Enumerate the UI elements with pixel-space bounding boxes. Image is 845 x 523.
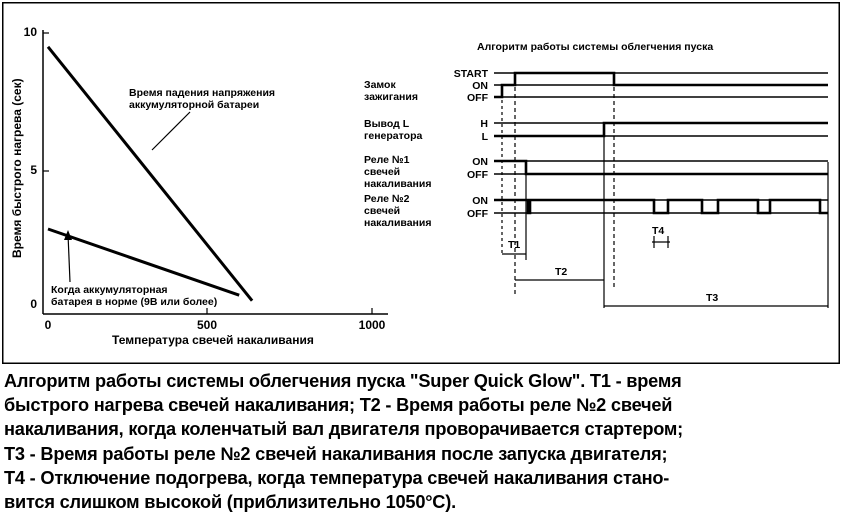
caption-line: T4 - Отключение подогрева, когда температура свечей накаливания стано- [4,467,670,488]
voltage-drop-pointer [152,112,190,150]
row-label: Реле №2 [364,193,410,205]
alternator-l-signal [494,123,828,136]
level-label: OFF [467,169,488,181]
x-axis-label: Температура свечей накаливания [112,333,314,347]
level-label: H [480,118,488,130]
x-tick-label: 0 [44,318,52,332]
y-tick-label: 10 [23,25,37,39]
level-label: ON [472,80,488,92]
y-axis-label: Время быстрого нагрева (сек) [10,78,24,258]
interval-label-t3: T3 [706,292,719,304]
figure-caption [4,369,842,514]
x-tick-label: 1000 [358,318,386,332]
caption-line: Т3 - Время работы реле №2 свечей накаливания после запуска двигателя; [4,443,668,464]
row-label: свечей [364,166,401,178]
waveforms [494,73,828,213]
figure-svg [2,2,840,364]
voltage-drop-label: Время падения напряжения [129,87,276,99]
figure-panel [2,2,840,364]
row-label: свечей [364,205,401,217]
caption-line: быстрого нагрева свечей накаливания; T2 - Время работы реле №2 свечей [4,395,673,416]
caption-line: вится слишком высокой (приблизительно 1050°С). [4,492,456,513]
level-label: START [453,68,488,80]
row-label: генератора [364,130,423,142]
interval-label-t1: T1 [508,239,521,251]
voltage-drop-label: аккумуляторной батареи [129,99,260,111]
timing-title: Алгоритм работы системы облегчения пуска [477,41,714,53]
row-label: Замок [364,79,396,91]
normal-battery-pointer [68,234,70,282]
level-lines [494,73,828,213]
row-label: Реле №1 [364,154,410,166]
y-tick-label: 0 [30,297,37,311]
caption-line: Алгоритм работы системы облегчения пуска "Super Quick Glow". T1 - время [4,371,682,391]
interval-label-t2: T2 [555,266,568,278]
level-label: ON [472,156,488,168]
relay1-signal [494,161,828,174]
time-markers [502,73,828,308]
row-label: накаливания [364,217,432,229]
glow-time-chart [10,25,388,347]
normal-battery-label: батарея в норме (9В или более) [51,296,218,308]
level-label: OFF [467,92,488,104]
row-label: накаливания [364,178,432,190]
relay2-signal [494,200,828,213]
level-label: OFF [467,208,488,220]
interval-label-t4: T4 [652,225,665,237]
caption-line: накаливания, когда коленчатый вал двигателя проворачивается стартером; [4,419,684,440]
y-tick-label: 5 [30,163,37,177]
x-tick-label: 500 [196,318,218,332]
level-label: L [481,131,488,143]
timing-diagram [364,41,828,308]
row-label: Вывод L [364,118,410,130]
voltage-drop-line [48,47,252,301]
level-label: ON [472,195,488,207]
row-label: зажигания [364,91,418,103]
interval-arrows [502,236,828,306]
normal-battery-label: Когда аккумуляторная [51,284,168,296]
